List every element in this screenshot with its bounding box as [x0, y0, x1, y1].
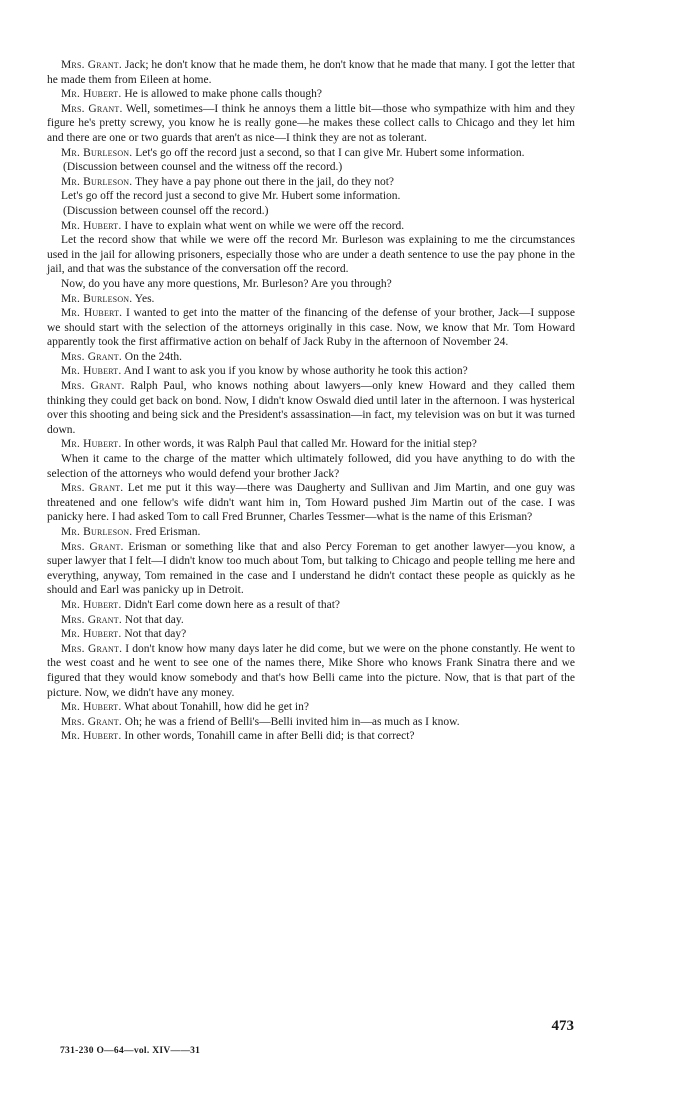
speaker-name: Mr. Hubert. — [61, 730, 122, 743]
testimony-paragraph — [47, 627, 575, 642]
speaker-name: Mrs. Grant. — [61, 59, 122, 71]
testimony-paragraph — [47, 233, 575, 277]
paragraph-text: Not that day. — [121, 613, 184, 626]
speaker-name: Mr. Hubert. — [61, 307, 123, 320]
paragraph-text: He is allowed to make phone calls though? — [121, 88, 322, 101]
speaker-name: Mr. Hubert. — [61, 701, 122, 714]
paragraph-text: (Discussion between counsel off the record.) — [63, 204, 269, 217]
testimony-paragraph — [47, 437, 575, 452]
speaker-name: Mrs. Grant. — [61, 380, 125, 393]
paragraph-text: Jack; he don't know that he made them, he don't know that he made that many. I got the letter that he made them from Eileen at home. — [47, 59, 576, 86]
testimony-paragraph — [47, 277, 575, 292]
speaker-name: Mr. Burleson. — [61, 526, 133, 538]
speaker-name: Mr. Burleson. — [61, 146, 133, 159]
testimony-paragraph — [47, 175, 575, 190]
speaker-name: Mrs. Grant. — [61, 102, 123, 115]
speaker-name: Mrs. Grant. — [61, 540, 124, 553]
testimony-paragraph — [47, 350, 575, 365]
speaker-name: Mr. Burleson. — [61, 292, 133, 305]
paragraph-text: Oh; he was a friend of Belli's—Belli invited him in—as much as I know. — [121, 715, 460, 728]
testimony-paragraph — [47, 598, 575, 613]
speaker-name: Mrs. Grant. — [61, 482, 124, 495]
testimony-paragraph — [47, 102, 575, 146]
page-number: 473 — [551, 1018, 574, 1034]
paragraph-text: I have to explain what went on while we were off the record. — [121, 219, 405, 232]
paragraph-text: Yes. — [132, 292, 155, 305]
paragraph-text: Let's go off the record just a second to give Mr. Hubert some information. — [61, 190, 401, 203]
speaker-name: Mr. Hubert. — [61, 628, 122, 641]
paragraph-text: What about Tonahill, how did he get in? — [121, 701, 309, 714]
paragraph-text: Well, sometimes—I think he annoys them a little bit—those who sympathize with him and they figure he's pretty screwy, you know he is really gone—he makes these collect calls to Chicago and they let him and there are one or two guards that aren't as nice—I think they are not as tolerant. — [47, 102, 575, 144]
testimony-paragraph — [47, 189, 575, 204]
testimony-paragraph — [47, 146, 575, 161]
testimony-paragraph — [47, 452, 575, 481]
paragraph-text: Let me put it this way—there was Daugherty and Sullivan and Jim Martin, and one guy was threatened and one fellow's wife didn't want him in, Tom Howard pushed Jim Martin out of the case. I was panicky here. I had asked Tom to call Fred Brunner, Charles Tessmer—what is the name of this Erisman? — [47, 482, 575, 524]
record-note — [47, 160, 575, 175]
paragraph-text: I wanted to get into the matter of the financing of the defense of your brother, Jack—I suppose we should start with the selection of the attorneys originally in this case. Now, we know that Mr. Tom Howard apparently took the first affirmative action on behalf of Jack Ruby in the afternoon of November 24. — [47, 307, 576, 349]
speaker-name: Mr. Burleson. — [61, 175, 133, 188]
speaker-name: Mr. Hubert. — [61, 88, 122, 101]
testimony-paragraph — [47, 481, 575, 525]
paragraph-text: In other words, it was Ralph Paul that called Mr. Howard for the initial step? — [121, 438, 477, 451]
paragraph-text: On the 24th. — [121, 350, 182, 363]
printing-code: 731-230 O—64—vol. XIV——31 — [60, 1046, 201, 1056]
testimony-paragraph — [47, 715, 575, 730]
paragraph-text: Let's go off the record just a second, so that I can give Mr. Hubert some information. — [132, 146, 525, 159]
paragraph-text: When it came to the charge of the matter which ultimately followed, did you have anything to do with the selection of the attorneys who would defend your brother Jack? — [47, 453, 575, 480]
testimony-paragraph — [47, 700, 575, 715]
paragraph-text: Ralph Paul, who knows nothing about lawyers—only knew Howard and they called them thinking they could get back on bond. Now, I didn't know Oswald died until later in the afternoon. I was hysterical over this shooting and being sick and the President's assassination—in fact, my television was on but it was turned down. — [47, 380, 575, 436]
testimony-paragraph — [47, 642, 575, 700]
speaker-name: Mr. Hubert. — [61, 438, 122, 451]
testimony-paragraph — [47, 613, 575, 628]
paragraph-text: (Discussion between counsel and the witness off the record.) — [63, 161, 343, 174]
speaker-name: Mrs. Grant. — [61, 350, 122, 363]
paragraph-text: Fred Erisman. — [132, 526, 201, 538]
paragraph-text: Not that day? — [121, 628, 187, 641]
paragraph-text: Didn't Earl come down here as a result of that? — [121, 598, 341, 611]
paragraph-text: Erisman or something like that and also Percy Foreman to get another lawyer—you know, a super lawyer that I felt—I didn't know too much about Tom, but talking to Chicago and people telling me here and everything, anyway, Tom remained in the case and I understand he didn't contact these people as quickly as he should and Earl was panicky up in Detroit. — [47, 540, 575, 597]
testimony-paragraph — [47, 525, 575, 540]
paragraph-text: I don't know how many days later he did come, but we were on the phone constantly. He went to the west coast and he went to see one of the names there, Mike Shore who knows Frank Sinatra there and we figured that they would know somebody and that's how Belli came into the picture. Now, that is that part of the picture. Now, we didn't have any money. — [47, 642, 575, 699]
speaker-name: Mrs. Grant. — [61, 613, 122, 626]
testimony-paragraph — [47, 87, 575, 102]
testimony-paragraph — [47, 540, 575, 598]
paragraph-text: And I want to ask you if you know by whose authority he took this action? — [121, 365, 468, 378]
paragraph-text: Now, do you have any more questions, Mr. Burleson? Are you through? — [61, 277, 392, 290]
testimony-paragraph — [47, 364, 575, 379]
speaker-name: Mr. Hubert. — [61, 219, 122, 232]
paragraph-text: In other words, Tonahill came in after Belli did; is that correct? — [121, 730, 415, 743]
paragraph-text: They have a pay phone out there in the jail, do they not? — [132, 175, 395, 188]
testimony-text — [47, 58, 575, 744]
testimony-paragraph — [47, 292, 575, 307]
speaker-name: Mrs. Grant. — [61, 642, 123, 655]
paragraph-text: Let the record show that while we were off the record Mr. Burleson was explaining to me the circumstances used in the jail for allowing prisoners, especially those who are under a death sentence to use the pay phone in the jail, and that was the substance of the conversation off the record. — [47, 234, 575, 276]
testimony-paragraph — [47, 306, 575, 350]
testimony-paragraph — [47, 58, 575, 87]
testimony-paragraph — [47, 379, 575, 437]
record-note — [47, 204, 575, 219]
speaker-name: Mr. Hubert. — [61, 365, 122, 378]
testimony-paragraph — [47, 219, 575, 234]
speaker-name: Mr. Hubert. — [61, 598, 122, 611]
testimony-paragraph — [47, 729, 575, 744]
speaker-name: Mrs. Grant. — [61, 715, 122, 728]
